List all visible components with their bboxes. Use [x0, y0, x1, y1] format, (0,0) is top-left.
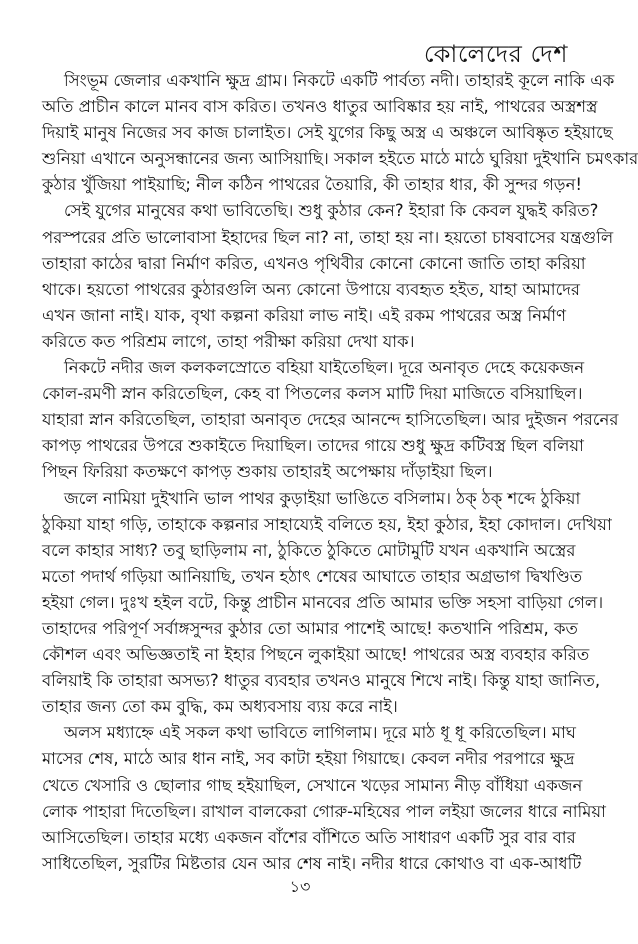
- text-line: নিকটে নদীর জল কলকলস্রোতে বহিয়া যাইতেছিল। দূরে অনাবৃত দেহে কয়েকজন: [64, 358, 585, 378]
- text-line: দিয়াই মানুষ নিজের সব কাজ চালাইত। সেই যুগের কিছু অস্ত্র এ অঞ্চলে আবিষ্কৃত হইয়াছে: [42, 123, 613, 143]
- text-line: কৌশল এবং অভিজ্ঞতাই না ইহার পিছনে লুকাইয়া আছে! পাথরের অস্ত্র ব্যবহার করিত: [42, 645, 590, 665]
- text-line: পিছন ফিরিয়া কতক্ষণে কাপড় শুকায় তাহারই অপেক্ষায় দাঁড়াইয়া ছিল।: [42, 462, 493, 482]
- text-line: সিংভূম জেলার একখানি ক্ষুদ্র গ্রাম। নিকটে একটি পার্বত্য নদী। তাহারই কূলে নাকি এক: [64, 71, 615, 90]
- text-line: মতো পদার্থ গড়িয়া আনিয়াছি, তখন হঠাৎ শেষের আঘাতে তাহার অগ্রভাগ দ্বিখণ্ডিত: [42, 566, 583, 586]
- text-line: লোক পাহারা দিতেছিল। রাখাল বালকেরা গোরু-মহিষের পাল লইয়া জলের ধারে নামিয়া: [42, 801, 606, 821]
- text-line: থাকে। হয়তো পাথরের কুঠারগুলি অন্য কোনো উপায়ে ব্যবহৃত হইত, যাহা আমাদের: [42, 279, 580, 299]
- text-line: বলে কাহার সাধ্য? তবু ছাড়িলাম না, ঠুকিতে ঠুকিতে মোটামুটি যখন একখানি অস্ত্রের: [42, 540, 576, 560]
- page-body-text: [42, 68, 638, 877]
- text-line: সেই যুগের মানুষের কথা ভাবিতেছি। শুধু কুঠার কেন? ইহারা কি কেবল যুদ্ধই করিত?: [64, 201, 599, 221]
- text-line: হইয়া গেল। দুঃখ হইল বটে, কিন্তু প্রাচীন মানবের প্রতি আমার ভক্তি সহসা বাড়িয়া গেল।: [42, 592, 604, 612]
- text-line: করিতে কত পরিশ্রম লাগে, তাহা পরীক্ষা করিয়া দেখা যাক।: [42, 331, 415, 351]
- text-line: খেতে খেসারি ও ছোলার গাছ হইয়াছিল, সেখানে খড়ের সামান্য নীড় বাঁধিয়া একজন: [42, 775, 583, 795]
- text-line: কুঠার খুঁজিয়া পাইয়াছি; নীল কঠিন পাথরের তৈয়ারি, কী তাহার ধার, কী সুন্দর গড়ন!: [42, 175, 583, 195]
- page-number: ১৩: [289, 877, 311, 896]
- text-line: সাধিতেছিল, সুরটির মিষ্টতার যেন আর শেষ নাই। নদীর ধারে কোথাও বা এক-আধটি: [42, 853, 582, 873]
- text-line: কাপড় পাথরের উপরে শুকাইতে দিয়াছিল। তাদের গায়ে শুধু ক্ষুদ্র কটিবস্ত্র ছিল বলিয়া: [42, 436, 584, 456]
- text-line: অতি প্রাচীন কালে মানব বাস করিত। তখনও ধাতুর আবিষ্কার হয় নাই, পাথরের অস্ত্রশস্ত্র: [42, 97, 598, 117]
- text-line: শুনিয়া এখানে অনুসন্ধানের জন্য আসিয়াছি। সকাল হইতে মাঠে মাঠে ঘুরিয়া দুইখানি চমৎকার: [42, 149, 638, 169]
- text-line: যাহারা স্নান করিতেছিল, তাহারা অনাবৃত দেহের আনন্দে হাসিতেছিল। আর দুইজন পরনের: [42, 410, 619, 430]
- text-line: অলস মধ্যাহ্নে এই সকল কথা ভাবিতে লাগিলাম। দূরে মাঠ ধূ ধূ করিতেছিল। মাঘ: [64, 723, 576, 743]
- text-line: বলিয়াই কি তাহারা অসভ্য? ধাতুর ব্যবহার তখনও মানুষে শিখে নাই। কিন্তু যাহা জানিত,: [42, 671, 601, 691]
- text-line: তাহার জন্য তো কম বুদ্ধি, কম অধ্যবসায় ব্যয় করে নাই।: [42, 697, 398, 717]
- text-line: তাহারা কাঠের দ্বারা নির্মাণ করিত, এখনও পৃথিবীর কোনো কোনো জাতি তাহা করিয়া: [42, 253, 586, 273]
- text-line: কোল-রমণী স্নান করিতেছিল, কেহ বা পিতলের কলস মাটি দিয়া মাজিতে বসিয়াছিল।: [42, 384, 583, 404]
- text-line: এখন জানা নাই। যাক, বৃথা কল্পনা করিয়া লাভ নাই। এই রকম পাথরের অস্ত্র নির্মাণ: [42, 305, 566, 325]
- page-header-title: কোলেদের দেশ: [423, 40, 568, 68]
- text-line: জলে নামিয়া দুইখানি ভাল পাথর কুড়াইয়া ভাঙিতে বসিলাম। ঠক্ ঠক্ শব্দে ঠুকিয়া: [64, 488, 581, 508]
- text-line: আসিতেছিল। তাহার মধ্যে একজন বাঁশের বাঁশিতে অতি সাধারণ একটি সুর বার বার: [42, 827, 576, 847]
- text-line: ঠুকিয়া যাহা গড়ি, তাহাকে কল্পনার সাহায্যেই বলিতে হয়, ইহা কুঠার, ইহা কোদাল। দেখিয়া: [42, 514, 612, 534]
- text-line: মাসের শেষ, মাঠে আর ধান নাই, সব কাটা হইয়া গিয়াছে। কেবল নদীর পরপারে ক্ষুদ্র: [42, 749, 575, 769]
- text-line: তাহাদের পরিপূর্ণ সর্বাঙ্গসুন্দর কুঠার তো আমার পাশেই আছে! কতখানি পরিশ্রম, কত: [42, 618, 578, 638]
- text-line: পরস্পরের প্রতি ভালোবাসা ইহাদের ছিল না? না, তাহা হয় না। হয়তো চাষবাসের যন্ত্রগুলি: [42, 227, 614, 247]
